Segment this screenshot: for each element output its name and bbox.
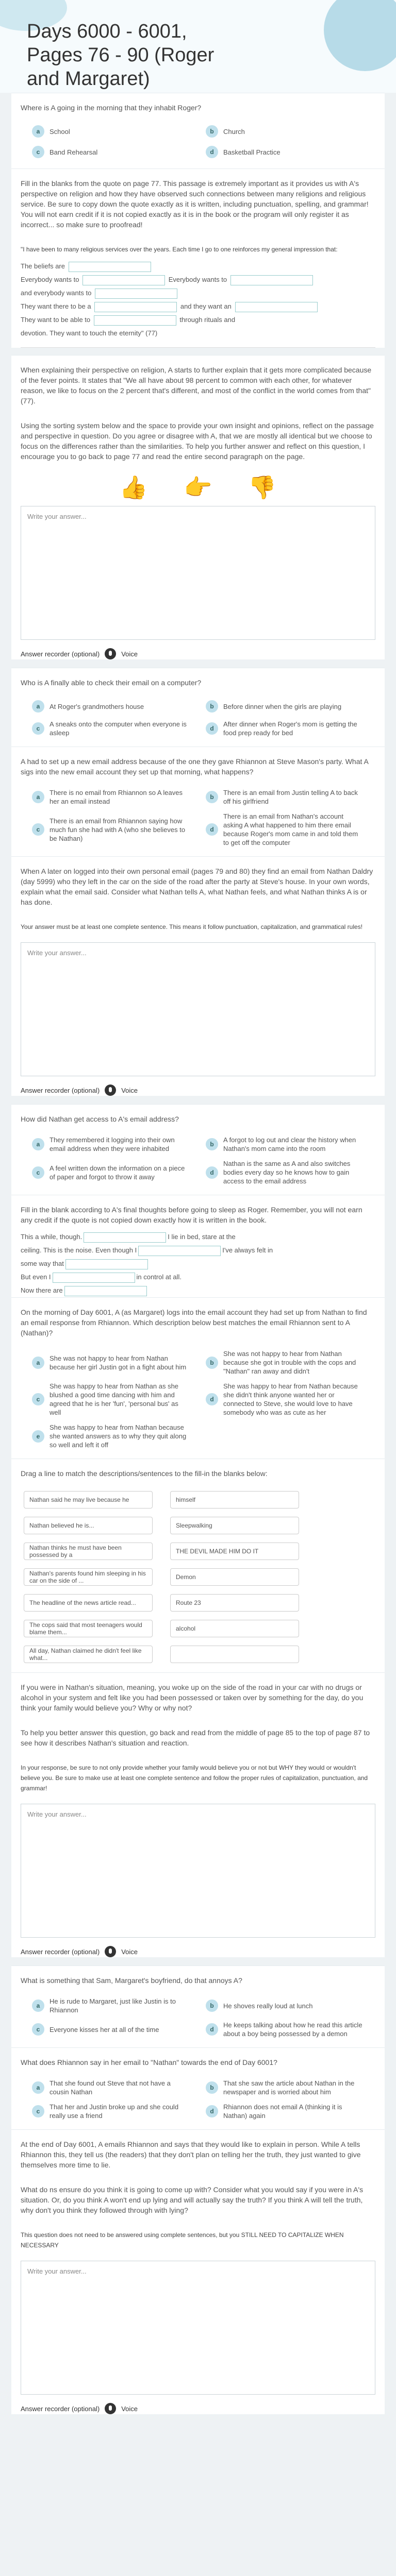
question-text: On the morning of Day 6001, A (as Margaret) logs into the email account they had set up from Nathan to find an email response from Rhiannon. Which description below best matches the email Rhiannon sent to A (Nathan)? bbox=[21, 1308, 367, 1337]
fill-text: But even I bbox=[21, 1273, 51, 1281]
option-label: He keeps talking about how he read this article about a boy being possessed by a demon bbox=[223, 2021, 362, 2038]
option-badge: c bbox=[32, 2023, 44, 2036]
answer-recorder bbox=[21, 648, 375, 659]
option-e[interactable] bbox=[32, 1423, 190, 1449]
question-8 bbox=[11, 1195, 385, 1297]
options-grid bbox=[11, 1129, 385, 1195]
option-c[interactable] bbox=[32, 2103, 190, 2120]
option-label: School bbox=[50, 127, 70, 135]
option-label: He shoves really loud at lunch bbox=[223, 2002, 313, 2010]
option-label: After dinner when Roger's mom is getting the food prep ready for bed bbox=[223, 720, 357, 737]
question-text: What does Rhiannon say in her email to "Nathan" towards the end of Day 6001? bbox=[21, 2058, 277, 2066]
drag-source[interactable]: Nathan said he may live because he bbox=[24, 1491, 153, 1509]
blank-input[interactable] bbox=[64, 1286, 147, 1296]
option-badge: d bbox=[206, 2105, 218, 2117]
option-a[interactable] bbox=[32, 788, 190, 806]
question-text: What is something that Sam, Margaret's boyfriend, do that annoys A? bbox=[21, 1976, 242, 1985]
options-grid bbox=[11, 782, 385, 856]
option-badge: c bbox=[32, 722, 44, 735]
option-label: There is an email from Nathan's account asking A what happened to him there email because Roger's mom came in and told them to get off the computer bbox=[223, 812, 358, 846]
question-text: Where is A going in the morning that they inhabit Roger? bbox=[21, 104, 202, 112]
question-text: Who is A finally able to check their email on a computer? bbox=[21, 679, 202, 687]
options-grid bbox=[11, 1991, 385, 2047]
option-badge: d bbox=[206, 146, 218, 158]
answer-textarea[interactable]: Write your answer... bbox=[21, 506, 375, 640]
question-text: At the end of Day 6001, A emails Rhiannon and says that they would like to explain in person. While A tells Rhiannon this, they tell us (the readers) that they don't plan on telling her the truth, they just wanted to give themselves more time to lie. bbox=[21, 2140, 361, 2169]
recorder-label: Answer recorder (optional) bbox=[21, 2404, 100, 2413]
question-14 bbox=[11, 2129, 385, 2414]
option-a[interactable] bbox=[32, 1136, 190, 1153]
option-c[interactable] bbox=[32, 145, 190, 159]
blank-input[interactable] bbox=[94, 315, 176, 326]
fill-text: through rituals and bbox=[179, 316, 236, 324]
question-6 bbox=[11, 856, 385, 1096]
option-b[interactable] bbox=[206, 124, 364, 139]
voice-label: Voice bbox=[121, 1086, 138, 1094]
option-label: Church bbox=[223, 127, 245, 135]
option-d[interactable] bbox=[206, 2103, 364, 2120]
option-badge: c bbox=[32, 1393, 44, 1405]
sorting-icons bbox=[11, 474, 385, 501]
option-b[interactable] bbox=[206, 1997, 364, 2014]
option-a[interactable] bbox=[32, 124, 190, 139]
option-label: She was not happy to hear from Nathan because she got in trouble with the cops and "Nathan" ran away and didn't bbox=[223, 1350, 356, 1375]
microphone-icon[interactable] bbox=[105, 1946, 116, 1957]
question-11 bbox=[11, 1672, 385, 1957]
option-d[interactable] bbox=[206, 812, 364, 847]
option-label: He is rude to Margaret, just like Justin is to Rhiannon bbox=[50, 1997, 176, 2014]
option-label: She was happy to hear from Nathan because she didn't think anyone wanted her or connected to Steve, she would love to have somebody who was as cute as her bbox=[223, 1382, 358, 1416]
answer-textarea[interactable]: Write your answer... bbox=[21, 942, 375, 1076]
voice-label: Voice bbox=[121, 2404, 138, 2413]
decorative-shape bbox=[324, 0, 396, 71]
blank-input[interactable] bbox=[235, 302, 318, 312]
option-badge: b bbox=[206, 125, 218, 138]
option-label: She was not happy to hear from Nathan because her girl Justin got in a fight about him bbox=[50, 1354, 187, 1371]
answer-recorder bbox=[21, 2403, 375, 2414]
microphone-icon[interactable] bbox=[105, 1084, 116, 1096]
question-4 bbox=[11, 668, 385, 747]
option-badge: a bbox=[32, 1138, 44, 1150]
option-c[interactable] bbox=[32, 720, 190, 737]
answer-recorder bbox=[21, 1084, 375, 1096]
question-2 bbox=[11, 168, 385, 348]
drag-source[interactable]: All day, Nathan claimed he didn't feel like what... bbox=[24, 1646, 153, 1663]
option-badge: c bbox=[32, 1166, 44, 1179]
drag-source[interactable]: Nathan thinks he must have been possessed by a bbox=[24, 1543, 153, 1560]
option-c[interactable] bbox=[32, 812, 190, 847]
option-badge: a bbox=[32, 791, 44, 803]
fill-text: I lie in bed, stare at the bbox=[168, 1233, 236, 1241]
answer-textarea[interactable]: Write your answer... bbox=[21, 2261, 375, 2395]
option-b[interactable] bbox=[206, 699, 364, 714]
option-label: There is no email from Rhiannon so A leaves her an email instead bbox=[50, 789, 183, 805]
question-note: "I have been to many religious services over the years. Each time I go to one reinforces my general impression that: bbox=[21, 246, 338, 253]
divider bbox=[21, 347, 375, 348]
blank-input[interactable] bbox=[138, 1246, 221, 1256]
option-badge: c bbox=[32, 823, 44, 836]
drop-target[interactable]: Sleepwalking bbox=[170, 1517, 299, 1534]
fill-text: and everybody bbox=[21, 289, 65, 297]
option-b[interactable] bbox=[206, 788, 364, 806]
option-label: That she saw the article about Nathan in the newspaper and is worried about him bbox=[223, 2079, 355, 2096]
option-badge: c bbox=[32, 2105, 44, 2117]
question-text: What do ns ensure do you think it is going to come up with? Consider what you would say if you were in A's situation. Or, do you think A won't end up lying and will actually say the truth? If you think A will tell the truth, why don't you think they followed through with lying? bbox=[21, 2185, 364, 2214]
question-text: How did Nathan get access to A's email address? bbox=[21, 1115, 179, 1123]
option-badge: b bbox=[206, 700, 218, 713]
question-text: To help you better answer this question, go back and read from the middle of page 85 to the top of page 87 to see how it describes Nathan's situation and reaction. bbox=[21, 1728, 370, 1747]
question-text: When explaining their perspective on religion, A starts to further explain that it gets more complicated because of the fever points. It states that "We all have about 98 percent to common with each other, for whatever reason, we like to focus on the 2 percent that's different, and most of the conflict in the world comes from that" (77). bbox=[21, 366, 372, 405]
drop-target[interactable]: himself bbox=[170, 1491, 299, 1509]
question-text: Drag a line to match the descriptions/sentences to the fill-in the blanks below: bbox=[21, 1469, 268, 1478]
drag-source[interactable]: The headline of the news article read... bbox=[24, 1594, 153, 1612]
question-text: If you were in Nathan's situation, meaning, you woke up on the side of the road in your car with no drugs or alcohol in your system and felt like you had been possessed or taken over by something for the day, do you think your family would believe you? Why or why not? bbox=[21, 1683, 364, 1712]
recorder-label: Answer recorder (optional) bbox=[21, 1086, 100, 1094]
option-label: Basketball Practice bbox=[223, 148, 280, 156]
option-badge: d bbox=[206, 2023, 218, 2036]
fill-text: some way that bbox=[21, 1260, 64, 1267]
option-a[interactable] bbox=[32, 1349, 190, 1376]
question-text: Using the sorting system below and the space to provide your own insight and opinions, reflect on the passage and perspective in question. Do you agree or disagree with A, that we are mostly all identical but we choose to focus on the differences rather than the similarities. To help you further answer and reflect on this question, I encourage you to go back to page 77 and read the entire second paragraph on the page. bbox=[21, 421, 374, 461]
blank-input[interactable] bbox=[65, 1259, 148, 1269]
blank-input[interactable] bbox=[53, 1273, 135, 1283]
option-label: She was happy to hear from Nathan because she wanted answers as to why they quit along so well and left it off bbox=[50, 1423, 187, 1449]
drop-target[interactable]: THE DEVIL MADE HIM DO IT bbox=[170, 1543, 299, 1560]
option-d[interactable] bbox=[206, 145, 364, 159]
drag-source[interactable]: The cops said that most teenagers would blame them... bbox=[24, 1620, 153, 1637]
fill-text: They want to be able to bbox=[21, 316, 91, 324]
option-label: A forgot to log out and clear the history when Nathan's mom came into the room bbox=[223, 1136, 356, 1153]
fill-in-blank-area bbox=[21, 260, 375, 340]
option-label: A feel written down the information on a piece of paper and forgot to throw it away bbox=[50, 1164, 185, 1181]
fill-text: wants to bbox=[66, 289, 92, 297]
drag-source[interactable]: Nathan believed he is... bbox=[24, 1517, 153, 1534]
option-label: Everyone kisses her at all of the time bbox=[50, 2025, 159, 2033]
fill-text: This a while, though. bbox=[21, 1233, 82, 1241]
fill-text: devotion. They want to touch the eternity" (77) bbox=[21, 329, 158, 337]
option-badge: a bbox=[32, 2081, 44, 2094]
question-text: Fill in the blank according to A's final thoughts before going to sleep as Roger. Remember, you will not earn any credit if the quote is not copied down exactly how it is written in the book. bbox=[21, 1206, 362, 1224]
option-badge: d bbox=[206, 1393, 218, 1405]
option-label: Rhiannon does not email A (thinking it is Nathan) again bbox=[223, 2103, 342, 2120]
option-label: Band Rehearsal bbox=[50, 148, 98, 156]
option-badge: b bbox=[206, 2081, 218, 2094]
matching-area bbox=[11, 1484, 385, 1672]
question-note: In your response, be sure to not only provide whether your family would believe you or not but WHY they would or wouldn't believe you. Be sure to make use at least one complete sentence and follow the proper rules of capitalization, punctuation, and grammar! bbox=[21, 1764, 368, 1792]
option-label: That her and Justin broke up and she could really use a friend bbox=[50, 2103, 179, 2120]
option-badge: b bbox=[206, 1138, 218, 1150]
question-text: Fill in the blanks from the quote on page 77. This passage is extremely important as it provides us with A's perspective on religion and how they have observed such connections between many religions and religious service. Be sure to copy down the quote exactly as it is written, including punctuation, spelling, and grammar! You will not earn credit if it is not copied exactly as it is in the book or the program will only register it as incorrect... so make sure to proofread! bbox=[21, 179, 369, 229]
blank-input[interactable] bbox=[82, 275, 165, 285]
question-5 bbox=[11, 747, 385, 856]
drop-target[interactable]: Demon bbox=[170, 1568, 299, 1586]
option-badge: b bbox=[206, 791, 218, 803]
option-label: There is an email from Rhiannon saying how much fun she had with A (who she believes to be Nathan) bbox=[50, 817, 186, 842]
drop-target[interactable]: alcohol bbox=[170, 1620, 299, 1637]
recorder-label: Answer recorder (optional) bbox=[21, 650, 100, 658]
option-label: At Roger's grandmothers house bbox=[50, 702, 144, 710]
option-badge: d bbox=[206, 823, 218, 836]
option-label: She was happy to hear from Nathan as she blushed a good time dancing with him and agreed that he is her 'fun', 'personal bus' as well bbox=[50, 1382, 179, 1416]
blank-input[interactable] bbox=[69, 262, 151, 272]
option-badge: c bbox=[32, 146, 44, 158]
fill-text: The beliefs are bbox=[21, 262, 65, 270]
question-10 bbox=[11, 1459, 385, 1672]
question-3 bbox=[11, 355, 385, 659]
option-a[interactable] bbox=[32, 699, 190, 714]
blank-input[interactable] bbox=[95, 289, 177, 299]
option-badge: d bbox=[206, 1166, 218, 1179]
question-9 bbox=[11, 1297, 385, 1459]
option-label: That she found out Steve that not have a cousin Nathan bbox=[50, 2079, 171, 2096]
options-grid bbox=[11, 693, 385, 747]
blank-input[interactable] bbox=[94, 302, 177, 312]
fill-text: Now there are bbox=[21, 1286, 63, 1294]
option-d[interactable] bbox=[206, 1382, 364, 1417]
microphone-icon[interactable] bbox=[105, 648, 116, 659]
option-b[interactable] bbox=[206, 2079, 364, 2096]
fill-in-blank-area bbox=[21, 1230, 375, 1297]
drop-target[interactable] bbox=[170, 1646, 299, 1663]
question-note: Your answer must be at least one complete sentence. This means it follow punctuation, capitalization, and grammatical rules! bbox=[21, 923, 363, 930]
option-label: There is an email from Justin telling A to back off his girlfriend bbox=[223, 789, 358, 805]
option-badge: a bbox=[32, 700, 44, 713]
option-d[interactable] bbox=[206, 2021, 364, 2038]
option-label: They remembered it logging into their own email address when they were inhabited bbox=[50, 1136, 175, 1153]
recorder-label: Answer recorder (optional) bbox=[21, 1947, 100, 1956]
option-badge: b bbox=[206, 1999, 218, 2012]
drag-source[interactable]: Nathan's parents found him sleeping in his car on the side of ... bbox=[24, 1568, 153, 1586]
answer-textarea[interactable]: Write your answer... bbox=[21, 1804, 375, 1938]
fill-text: ceiling. This is the noise. Even though I bbox=[21, 1246, 137, 1254]
option-badge: b bbox=[206, 1357, 218, 1369]
answer-recorder bbox=[21, 1946, 375, 1957]
fill-text: I've always felt in bbox=[222, 1246, 273, 1254]
voice-label: Voice bbox=[121, 1947, 138, 1956]
options-grid bbox=[11, 1343, 385, 1459]
question-note: This question does not need to be answered using complete sentences, but you STILL NEED TO CAPITALIZE WHEN NECESSARY bbox=[21, 2231, 344, 2249]
option-b[interactable] bbox=[206, 1136, 364, 1153]
microphone-icon[interactable] bbox=[105, 2403, 116, 2414]
option-badge: a bbox=[32, 125, 44, 138]
option-label: Nathan is the same as A and also switches bodies every day so he knows how to gain access to the email address bbox=[223, 1160, 351, 1185]
option-label: A sneaks onto the computer when everyone is asleep bbox=[50, 720, 187, 737]
fill-text: and they want an bbox=[180, 302, 232, 310]
thumbs-down-icon[interactable]: 👎 bbox=[248, 475, 277, 500]
options-grid bbox=[11, 2073, 385, 2129]
drop-target[interactable]: Route 23 bbox=[170, 1594, 299, 1612]
option-c[interactable] bbox=[32, 1382, 190, 1417]
header bbox=[0, 0, 396, 93]
fill-text: Everybody wants to bbox=[21, 276, 79, 283]
option-a[interactable] bbox=[32, 2079, 190, 2096]
option-c[interactable] bbox=[32, 1159, 190, 1185]
thumbs-sideways-icon[interactable]: 👉 bbox=[184, 475, 212, 500]
option-c[interactable] bbox=[32, 2021, 190, 2038]
question-text: A had to set up a new email address because of the one they gave Rhiannon at Steve Mason's party. What A sigs into the new email account they set up that morning, what happens? bbox=[21, 757, 369, 776]
blank-input[interactable] bbox=[230, 275, 313, 285]
page-title: Days 6000 - 6001, Pages 76 - 90 (Roger and Margaret) bbox=[27, 21, 214, 90]
option-badge: d bbox=[206, 722, 218, 735]
options-grid bbox=[11, 118, 385, 168]
voice-label: Voice bbox=[121, 650, 138, 658]
question-13 bbox=[11, 2047, 385, 2129]
question-text: When A later on logged into their own personal email (pages 79 and 80) they find an email from Nathan Daldry (day 5999) who they left in the car on the side of the road after the party at Steve's house. In your own words, explain what the email said. Consider what Nathan tells A, what Nathan feels, and what Nathan thinks A is or has done. bbox=[21, 867, 373, 906]
option-b[interactable] bbox=[206, 1349, 364, 1376]
blank-input[interactable] bbox=[84, 1232, 166, 1243]
thumbs-up-icon[interactable]: 👍 bbox=[119, 475, 148, 500]
question-12 bbox=[11, 1965, 385, 2047]
option-badge: a bbox=[32, 1999, 44, 2012]
question-7 bbox=[11, 1104, 385, 1195]
option-d[interactable] bbox=[206, 720, 364, 737]
option-a[interactable] bbox=[32, 1997, 190, 2014]
question-1 bbox=[11, 93, 385, 168]
option-badge: e bbox=[32, 1430, 44, 1443]
option-label: Before dinner when the girls are playing bbox=[223, 702, 342, 710]
option-badge: a bbox=[32, 1357, 44, 1369]
fill-text: They want there to be a bbox=[21, 302, 91, 310]
fill-text: Everybody wants to bbox=[168, 276, 227, 283]
option-d[interactable] bbox=[206, 1159, 364, 1185]
fill-text: in control at all. bbox=[136, 1273, 182, 1281]
